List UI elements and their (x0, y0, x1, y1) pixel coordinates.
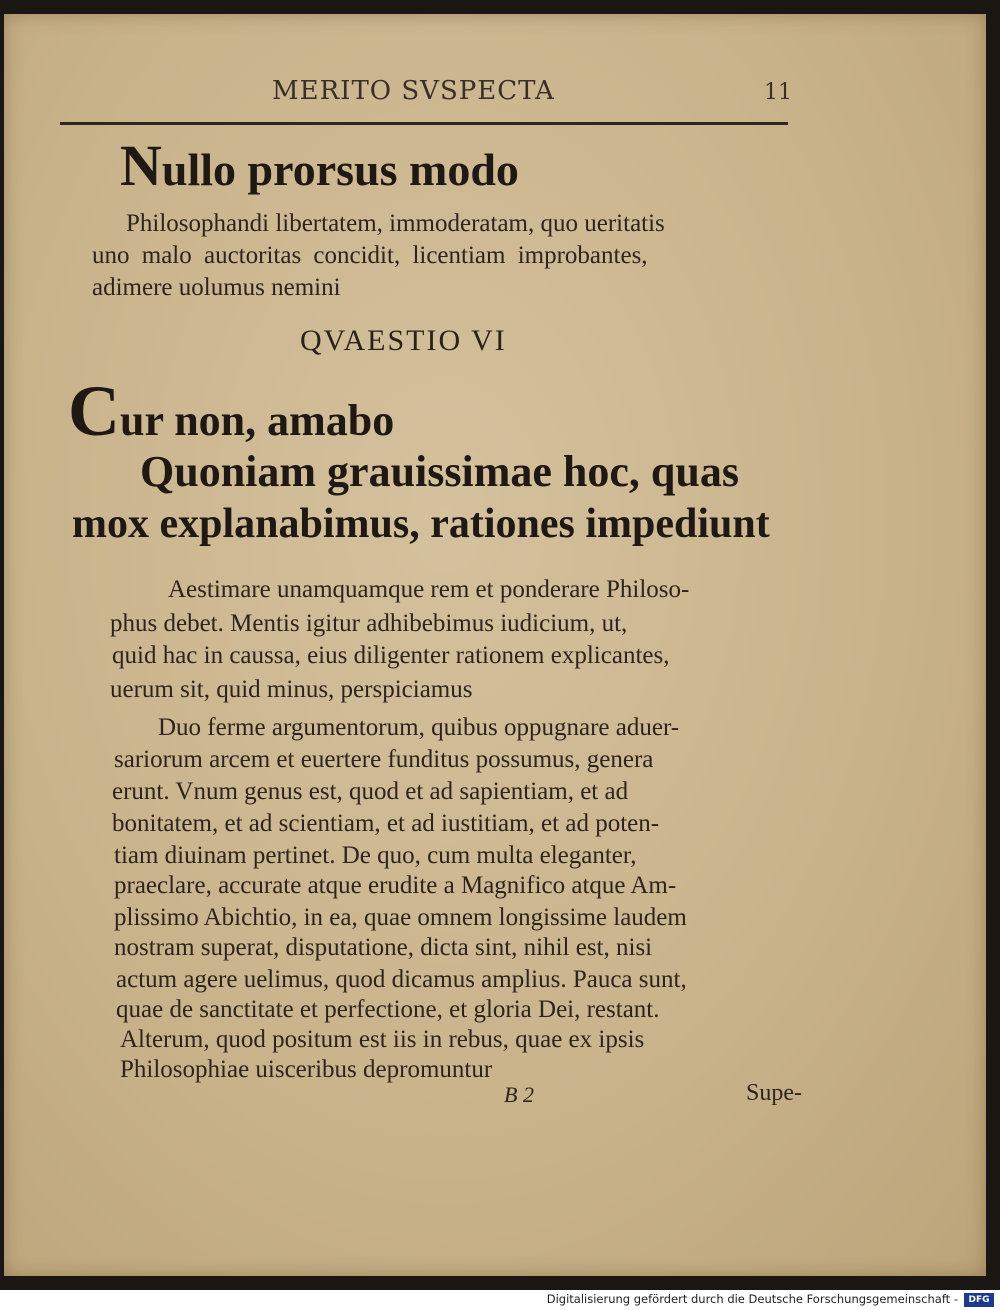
running-header-title: MERITO SVSPECTA (272, 76, 555, 106)
para3-line: nostram superat, disputatione, dicta sint, nihil est, nisi (114, 934, 653, 961)
heading-quoniam: Quoniam grauissimae hoc, quas (140, 447, 739, 496)
para3-line: bonitatem, et ad scientiam, et ad iustitiam, et ad poten- (112, 810, 660, 837)
para1-line: adimere uolumus nemini (92, 274, 341, 301)
heading-quoniam: mox explanabimus, rationes impediunt (72, 501, 770, 547)
para3-line: praeclare, accurate atque erudite a Magnifico atque Am- (114, 872, 677, 899)
heading-rest: ullo prorsus modo (161, 144, 519, 195)
dfg-logo-icon: DFG (964, 1293, 994, 1307)
para3-line: tiam diuinam pertinet. De quo, cum multa eleganter, (114, 842, 637, 869)
heading-dropcap: C (68, 371, 120, 451)
catchword: Supe- (746, 1080, 802, 1106)
para3-line: sariorum arcem et euertere funditus possumus, genera (114, 746, 654, 773)
para2-line: Aestimare unamquamque rem et ponderare Philoso- (168, 576, 690, 603)
para3-line: erunt. Vnum genus est, quod et ad sapientiam, et ad (112, 778, 629, 805)
book-page (4, 14, 986, 1276)
signature-mark: B 2 (504, 1082, 534, 1107)
heading-rest: ur non, amabo (120, 396, 395, 445)
para2-line: phus debet. Mentis igitur adhibebimus iudicium, ut, (110, 610, 628, 637)
quaestio-heading: QVAESTIO VI (300, 324, 507, 357)
page-number: 11 (764, 80, 792, 105)
para2-line: uerum sit, quid minus, perspiciamus (110, 676, 473, 703)
para3-line: Alterum, quod positum est iis in rebus, quae ex ipsis (120, 1026, 645, 1053)
heading-cur-non (68, 370, 394, 453)
para3-line: Philosophiae uisceribus depromuntur (120, 1056, 493, 1083)
para1-line: uno malo auctoritas concidit, licentiam improbantes, (92, 242, 648, 269)
para1-line: Philosophandi libertatem, immoderatam, quo ueritatis (126, 210, 665, 237)
heading-dropcap: N (120, 133, 162, 198)
footer-credit: Digitalisierung gefördert durch die Deutsche Forschungsgemeinschaft - (546, 1292, 958, 1306)
para3-line: Duo ferme argumentorum, quibus oppugnare aduer- (158, 714, 680, 741)
para3-line: actum agere uelimus, quod dicamus amplius. Pauca sunt, (116, 966, 687, 993)
heading-nullo (120, 132, 519, 199)
para2-line: quid hac in caussa, eius diligenter rationem explicantes, (112, 642, 670, 669)
para3-line: quae de sanctitate et perfectione, et gloria Dei, restant. (116, 996, 660, 1023)
para3-line: plissimo Abichtio, in ea, quae omnem longissime laudem (114, 904, 687, 931)
header-rule (60, 122, 788, 125)
